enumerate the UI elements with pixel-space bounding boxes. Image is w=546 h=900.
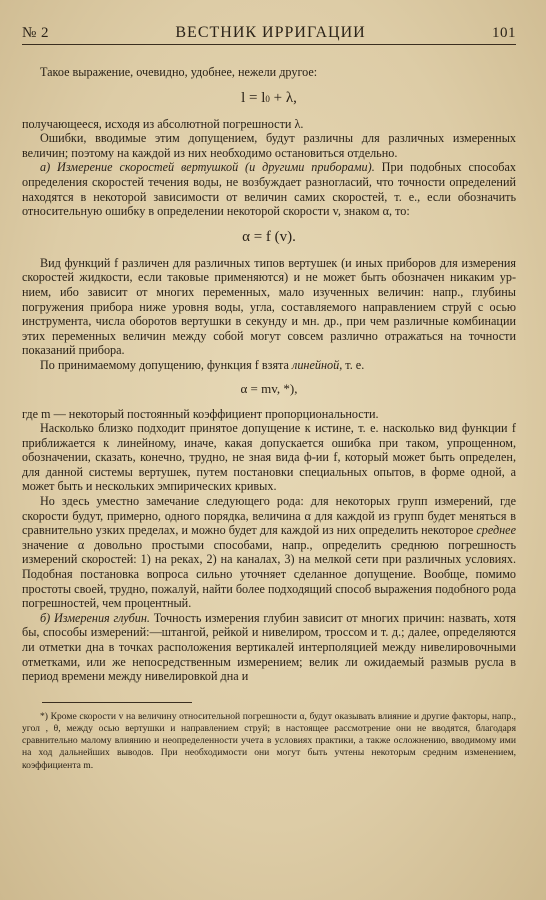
paragraph: Насколько близко подходит принятое допущение к истине, т. е. насколько вид функции f приближается к линейному, иначе, какая допускается ошибка при таком, упрощенном, обозначении, сказать, конечно, трудно, не зная вида ф-ии f, который может быть определен, для данной системы вертушек, путем постановки специальных опытов, в форме одной, а может быть и нескольких эмпирических кривых. [22,421,516,494]
paragraph: По принимаемому допущению, функция f взята линейной, т. е. [40,357,365,372]
formula: α = f (v). [242,228,296,245]
paragraph: Ошибки, вводимые этим допущением, будут различны для различных измеренных величин; поэтому на каждой из них необходимо остановиться отдельно. [22,131,516,160]
paragraph: получающееся, исходя из абсолютной погрешности λ. [22,116,304,131]
page-number: 101 [492,25,516,41]
footnote: *) Кроме скорости v на величину относительной погрешности α, будут оказывать влияние и другие факторы, напр., угол , θ, между осью вертушки и направлением струй; в настоящее рассмотрение они не вводятся, благодаря сравнительно малому влиянию и неопределенности учета в условиях практики, а также осложнению, вводимому ими на ход дальнейших выводов. При необходимости они могут быть учтены некоторым средним изменением, коэффициента m. [22,710,516,771]
footnote-divider [42,702,192,703]
page-header [22,24,516,45]
section-heading: б) Измерения глубин. [40,610,150,625]
section-paragraph: а) Измерение скоростей вертушкой (и другими приборами). При подобных способах определения скоростей течения воды, не возбуждает разногласий, что точности определений находятся в некоторой зависимости от величин самих скоростей, т. е., если обозначить относительную ошибку в определении некоторой скорости v, знаком α, то: [22,160,516,219]
formula: l = l0 + λ, [241,89,297,106]
paragraph: Такое выражение, очевидно, удобнее, нежели другое: [40,65,318,79]
section-heading: а) Измерение скоростей вертушкой (и другими приборами). [40,160,375,175]
paragraph: Вид функций f различен для различных типов вертушек (и иных приборов для измерения скоростей жидкости, если таковые применяются) и не может быть обозначен никаким ур-нием, ибо зависит от многих переменных, мало изученных величин: напр., глубины погружения прибора ниже уровня воды, угла, составляемого направлением струй с осью инструмента, числа оборотов вертушки в секунду и мн. др., при чем различные комбинации этих переменных величин между собой могут совсем различно отражаться на точности показаний прибора. [22,255,516,358]
formula: α = mv, *), [240,380,298,396]
journal-title: ВЕСТНИК ИРРИГАЦИИ [175,24,366,41]
paragraph: где m — некоторый постоянный коэффициент пропорциональности. [22,406,379,421]
paragraph: Но здесь уместно замечание следующего рода: для некоторых групп измерений, где скорости будут, примерно, одного порядка, величина α для каждой из групп будет меняться в сравнительно узких пределах, и можно будет для каждой из них определить некоторое среднее значение α довольно простыми способами, напр., определить среднюю погрешность измерений скоростей: 1) на реках, 2) на каналах, 3) на мелкой сети при различных условиях. Подобная постановка вопроса сильно уточняет сделанное допущение. Вообще, помимо простоты своей, трудно, пожалуй, найти более подходящий способ выражения подобного рода погрешностей, чем процентный. [22,494,516,611]
issue-number: № 2 [22,25,50,41]
section-paragraph: б) Измерения глубин. Точность измерения глубин зависит от многих причин: назвать, хотя бы, способы измерений:—штангой, рейкой и нивелиром, троссом и т. д.; далее, определяются ли отметки дна в точках расположения вертикалей интерполяцией между нивелировочными отметками, или же непосредственным измерением; велик ли ожидаемый размыв русла в период времени между нивелировкой дна и [22,610,516,684]
